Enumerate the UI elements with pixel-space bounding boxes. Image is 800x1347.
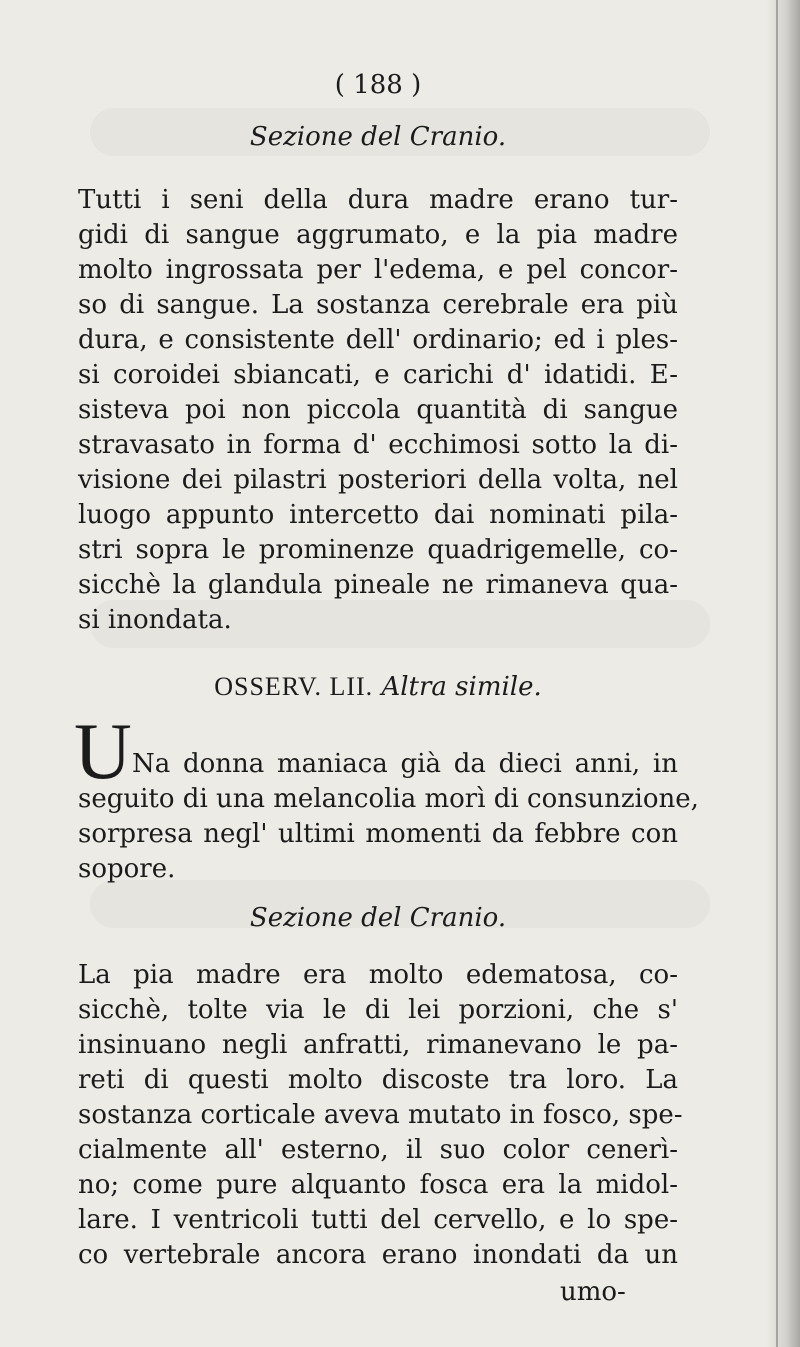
text-line: co vertebrale ancora erano inondati da un bbox=[78, 1240, 678, 1270]
text-line: molto ingrossata per l'edema, e pel concor- bbox=[78, 255, 678, 285]
section-heading-2: Sezione del Cranio. bbox=[249, 903, 507, 933]
text-line: insinuano negli anfratti, rimanevano le pa- bbox=[78, 1030, 678, 1060]
text-line: stri sopra le prominenze quadrigemelle, co- bbox=[78, 535, 678, 565]
text-line: si coroidei sbiancati, e carichi d' idatidi. E- bbox=[78, 360, 678, 390]
text-line: so di sangue. La sostanza cerebrale era più bbox=[78, 290, 678, 320]
drop-cap: U bbox=[74, 708, 132, 796]
page-number: ( 188 ) bbox=[334, 70, 422, 100]
text-line: seguito di una melancolia morì di consunzione, bbox=[78, 784, 699, 814]
catchword: umo- bbox=[560, 1277, 626, 1307]
text-line: Na donna maniaca già da dieci anni, in bbox=[132, 749, 678, 779]
text-line: lare. I ventricoli tutti del cervello, e lo spe- bbox=[78, 1205, 678, 1235]
text-line: si inondata. bbox=[78, 605, 232, 635]
text-line: stravasato in forma d' ecchimosi sotto la di- bbox=[78, 430, 678, 460]
section-heading-1: Sezione del Cranio. bbox=[249, 122, 507, 152]
text-line: sorpresa negl' ultimi momenti da febbre con bbox=[78, 819, 678, 849]
text-line: sicchè la glandula pineale ne rimaneva qua- bbox=[78, 570, 678, 600]
text-line: reti di questi molto discoste tra loro. La bbox=[78, 1065, 678, 1095]
text-line: no; come pure alquanto fosca era la midol- bbox=[78, 1170, 678, 1200]
text-line: gidi di sangue aggrumato, e la pia madre bbox=[78, 220, 678, 250]
observation-subtitle: Altra simile. bbox=[381, 672, 542, 702]
observation-label: OSSERV. LII. bbox=[214, 672, 374, 701]
text-line: sopore. bbox=[78, 854, 176, 884]
text-line: visione dei pilastri posteriori della volta, nel bbox=[78, 465, 678, 495]
text-line: Tutti i seni della dura madre erano tur- bbox=[78, 185, 678, 215]
text-line: luogo appunto intercetto dai nominati pila- bbox=[78, 500, 678, 530]
text-line: cialmente all' esterno, il suo color cenerì- bbox=[78, 1135, 678, 1165]
text-line: sostanza corticale aveva mutato in fosco, spe- bbox=[78, 1100, 683, 1130]
text-line: dura, e consistente dell' ordinario; ed i ples- bbox=[78, 325, 678, 355]
observation-heading bbox=[78, 672, 678, 702]
text-line: sisteva poi non piccola quantità di sangue bbox=[78, 395, 678, 425]
text-line: La pia madre era molto edematosa, co- bbox=[78, 960, 678, 990]
text-line: sicchè, tolte via le di lei porzioni, che s' bbox=[78, 995, 678, 1025]
